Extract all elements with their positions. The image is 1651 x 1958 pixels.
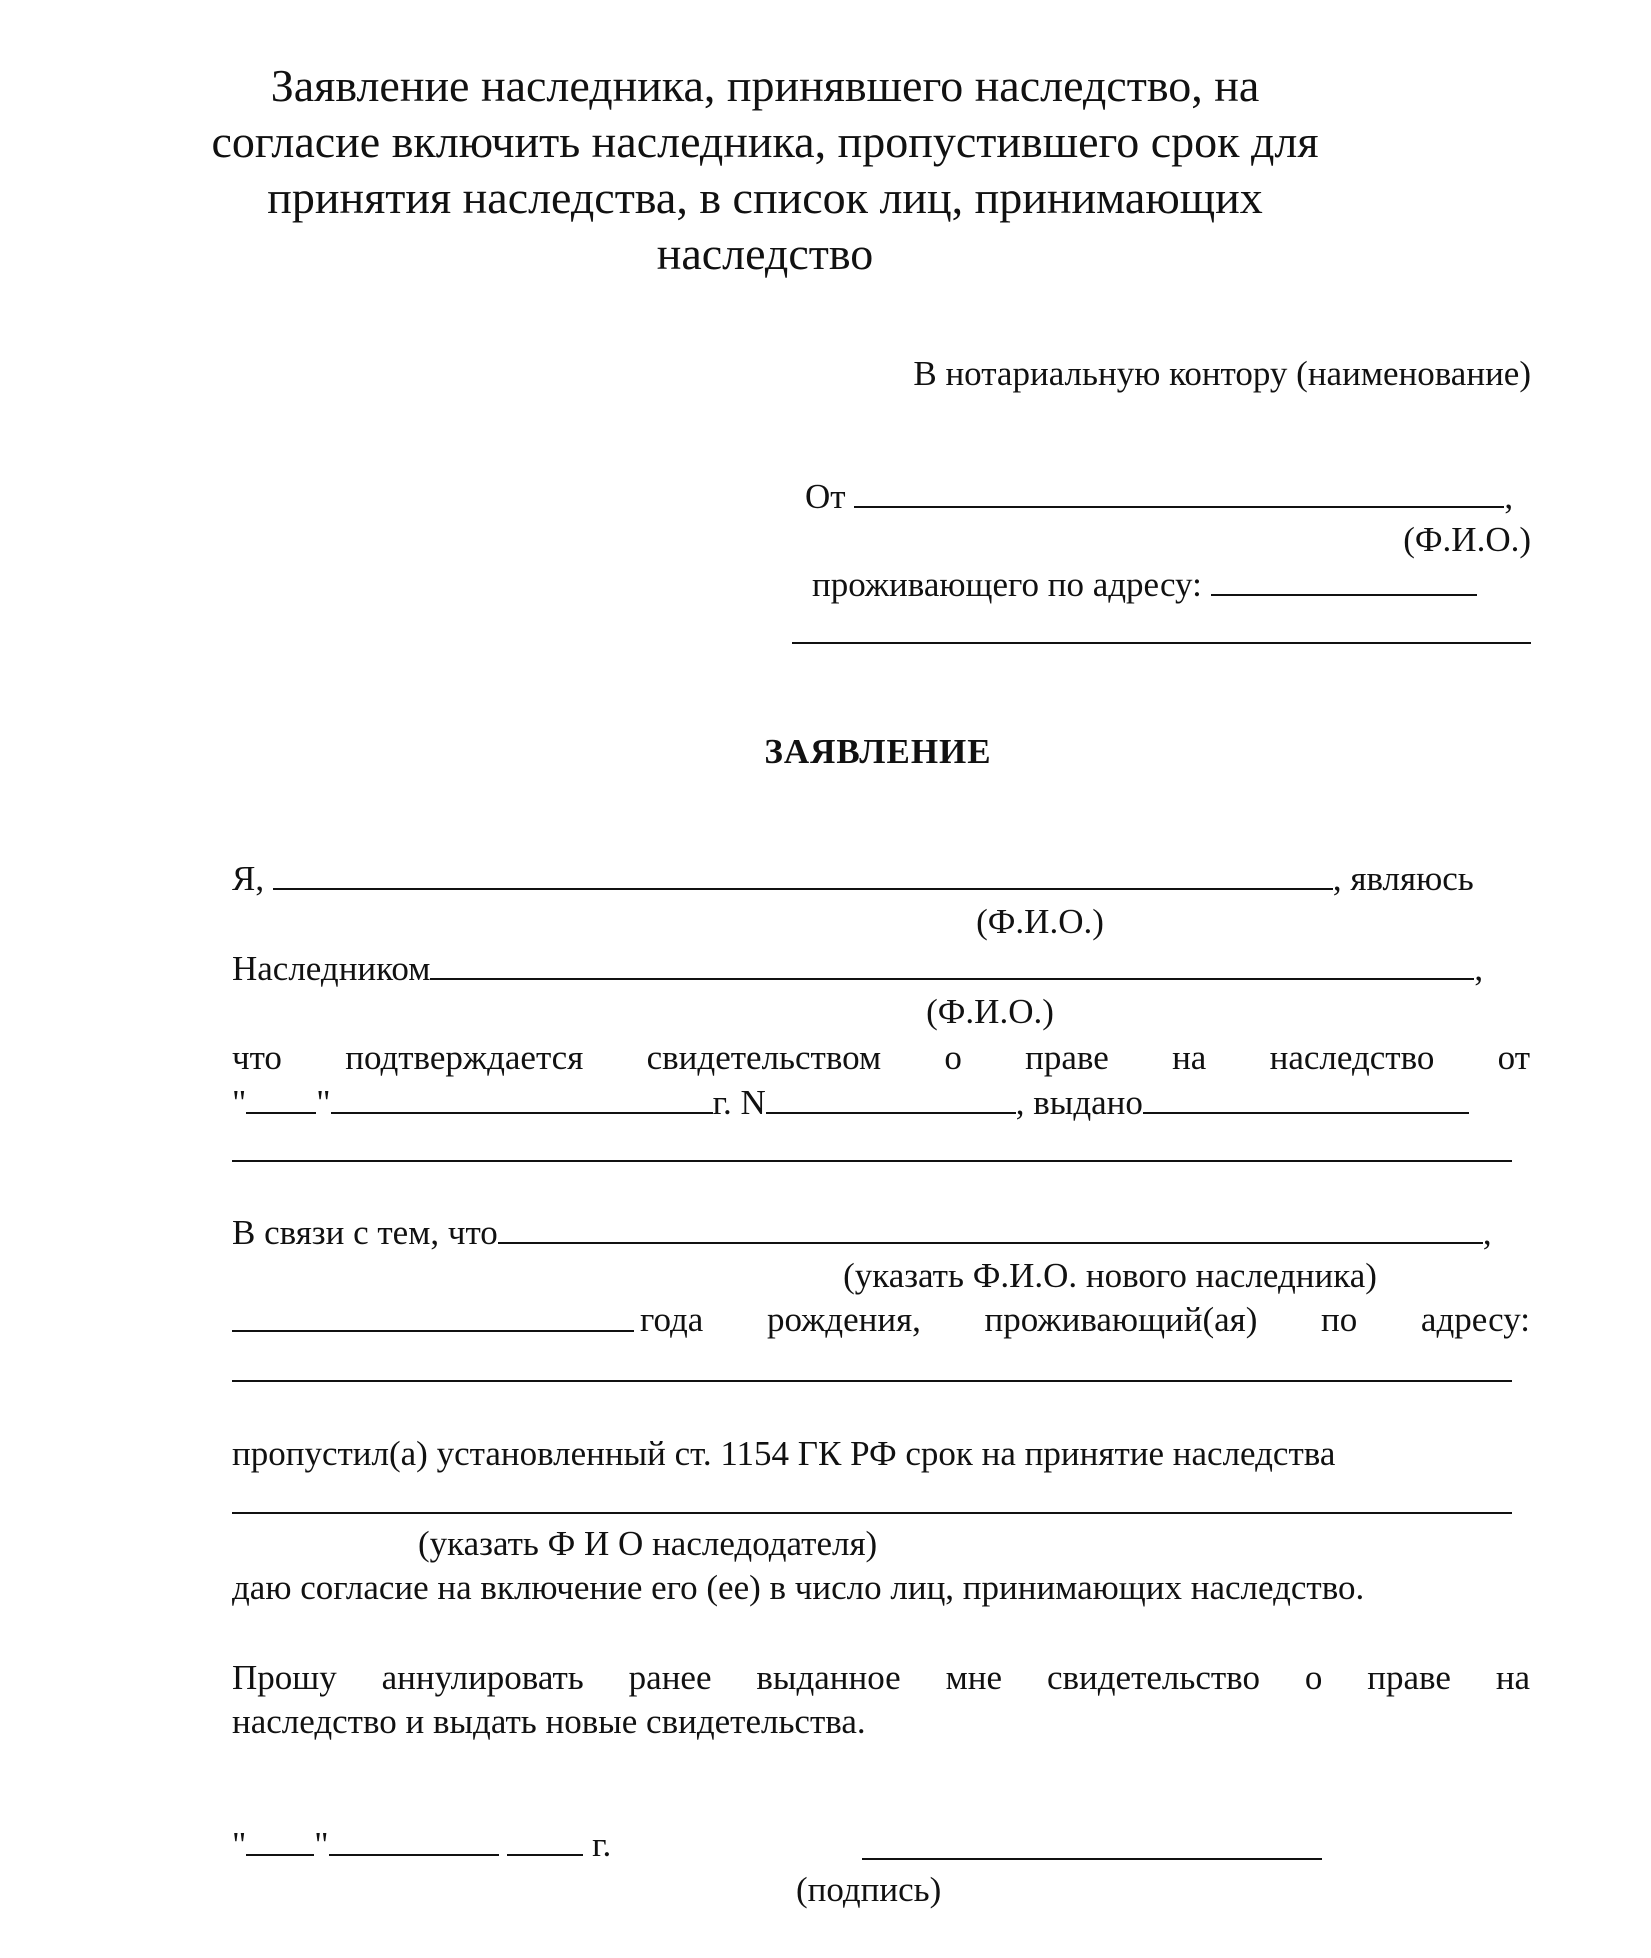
body-line-missed: пропустил(а) установленный ст. 1154 ГК РФ срок на принятие наследства (232, 1434, 1336, 1473)
body-line-birth-words (640, 1298, 1530, 1342)
birth-word: адресу: (1420, 1300, 1530, 1339)
birth-word: рождения, (766, 1300, 921, 1339)
address-label: проживающего по адресу: (812, 565, 1202, 604)
certificate-month-year-blank[interactable] (331, 1080, 713, 1114)
in-connection-suffix: , (1482, 1213, 1492, 1252)
heir-prefix: Наследником (232, 949, 431, 988)
new-heir-fio-blank[interactable] (498, 1210, 1483, 1244)
confirmed-word: что (232, 1038, 282, 1077)
statement-heading: ЗАЯВЛЕНИЕ (764, 732, 992, 771)
new-heir-address-blank[interactable] (232, 1380, 1512, 1382)
footer-quote-close: " (314, 1825, 329, 1864)
request-word: Прошу (232, 1658, 337, 1697)
i-prefix: Я, (232, 859, 265, 898)
footer-day-blank[interactable] (246, 1822, 314, 1856)
confirmed-word: на (1172, 1038, 1207, 1077)
certificate-day-blank[interactable] (246, 1080, 316, 1114)
footer-year-blank[interactable] (507, 1822, 583, 1856)
body-line-in-connection (232, 1210, 1492, 1255)
issued-label: , выдано (1015, 1083, 1143, 1122)
footer-date-line (232, 1822, 611, 1867)
confirmed-word: подтверждается (345, 1038, 584, 1077)
addressee-from-line (805, 474, 1513, 519)
body-line-certificate (232, 1080, 1469, 1125)
body-line-confirmed (232, 1036, 1530, 1080)
addressee-to-line: В нотариальную контору (наименование) (913, 354, 1531, 393)
body-line-i (232, 856, 1474, 901)
addressee-fio-hint: (Ф.И.О.) (1403, 520, 1531, 559)
request-word: праве (1367, 1658, 1451, 1697)
birth-word: проживающий(ая) (984, 1300, 1258, 1339)
request-word: аннулировать (381, 1658, 584, 1697)
applicant-fio-hint: (Ф.И.О.) (976, 902, 1104, 941)
addressee-address-line (812, 562, 1477, 607)
certificate-number-blank[interactable] (766, 1080, 1016, 1114)
address-blank-1[interactable] (1211, 562, 1477, 596)
body-line-birth (232, 1298, 634, 1343)
from-fio-blank[interactable] (854, 474, 1504, 508)
birth-word: года (640, 1300, 704, 1339)
from-end-comma: , (1504, 477, 1514, 516)
signature-hint: (подпись) (796, 1870, 942, 1909)
request-word: на (1495, 1658, 1531, 1697)
from-label: От (805, 477, 846, 516)
body-line-request-2: наследство и выдать новые свидетельства. (232, 1702, 866, 1741)
testator-hint: (указать Ф И О наследодателя) (418, 1524, 878, 1563)
document-title: Заявление наследника, принявшего наследство, на согласие включить наследника, пропустившего срок для принятия наследства, в список лиц, принимающих наследство (211, 60, 1319, 279)
request-word: свидетельство (1046, 1658, 1260, 1697)
request-word: ранее (628, 1658, 712, 1697)
confirmed-word: от (1497, 1038, 1531, 1077)
testator-name-blank[interactable] (232, 1512, 1512, 1514)
year-number-label: г. N (712, 1083, 766, 1122)
confirmed-word: свидетельством (646, 1038, 882, 1077)
new-heir-hint: (указать Ф.И.О. нового наследника) (843, 1256, 1377, 1295)
footer-year-suffix: г. (592, 1825, 612, 1864)
certificate-issuer-blank-2[interactable] (232, 1160, 1512, 1162)
certificate-issuer-blank[interactable] (1143, 1080, 1469, 1114)
request-word: о (1304, 1658, 1323, 1697)
i-suffix: , являюсь (1332, 859, 1474, 898)
request-word: мне (945, 1658, 1003, 1697)
address-blank-2[interactable] (792, 642, 1531, 644)
testator-fio-hint: (Ф.И.О.) (926, 992, 1054, 1031)
birth-year-blank[interactable] (232, 1298, 634, 1332)
confirmed-word: праве (1025, 1038, 1109, 1077)
body-line-heir (232, 946, 1483, 991)
in-connection-prefix: В связи с тем, что (232, 1213, 498, 1252)
request-word: выданное (756, 1658, 901, 1697)
quote-close: " (316, 1083, 331, 1122)
quote-open: " (232, 1083, 247, 1122)
confirmed-word: наследство (1269, 1038, 1435, 1077)
heir-suffix: , (1474, 949, 1484, 988)
testator-fio-blank[interactable] (430, 946, 1474, 980)
footer-quote-open: " (232, 1825, 247, 1864)
confirmed-word: о (944, 1038, 962, 1077)
applicant-fio-blank[interactable] (273, 856, 1333, 890)
body-line-consent: даю согласие на включение его (ее) в число лиц, принимающих наследство. (232, 1568, 1365, 1607)
birth-word: по (1321, 1300, 1358, 1339)
footer-month-blank[interactable] (329, 1822, 499, 1856)
body-line-request-1 (232, 1656, 1530, 1700)
signature-blank[interactable] (862, 1858, 1322, 1860)
